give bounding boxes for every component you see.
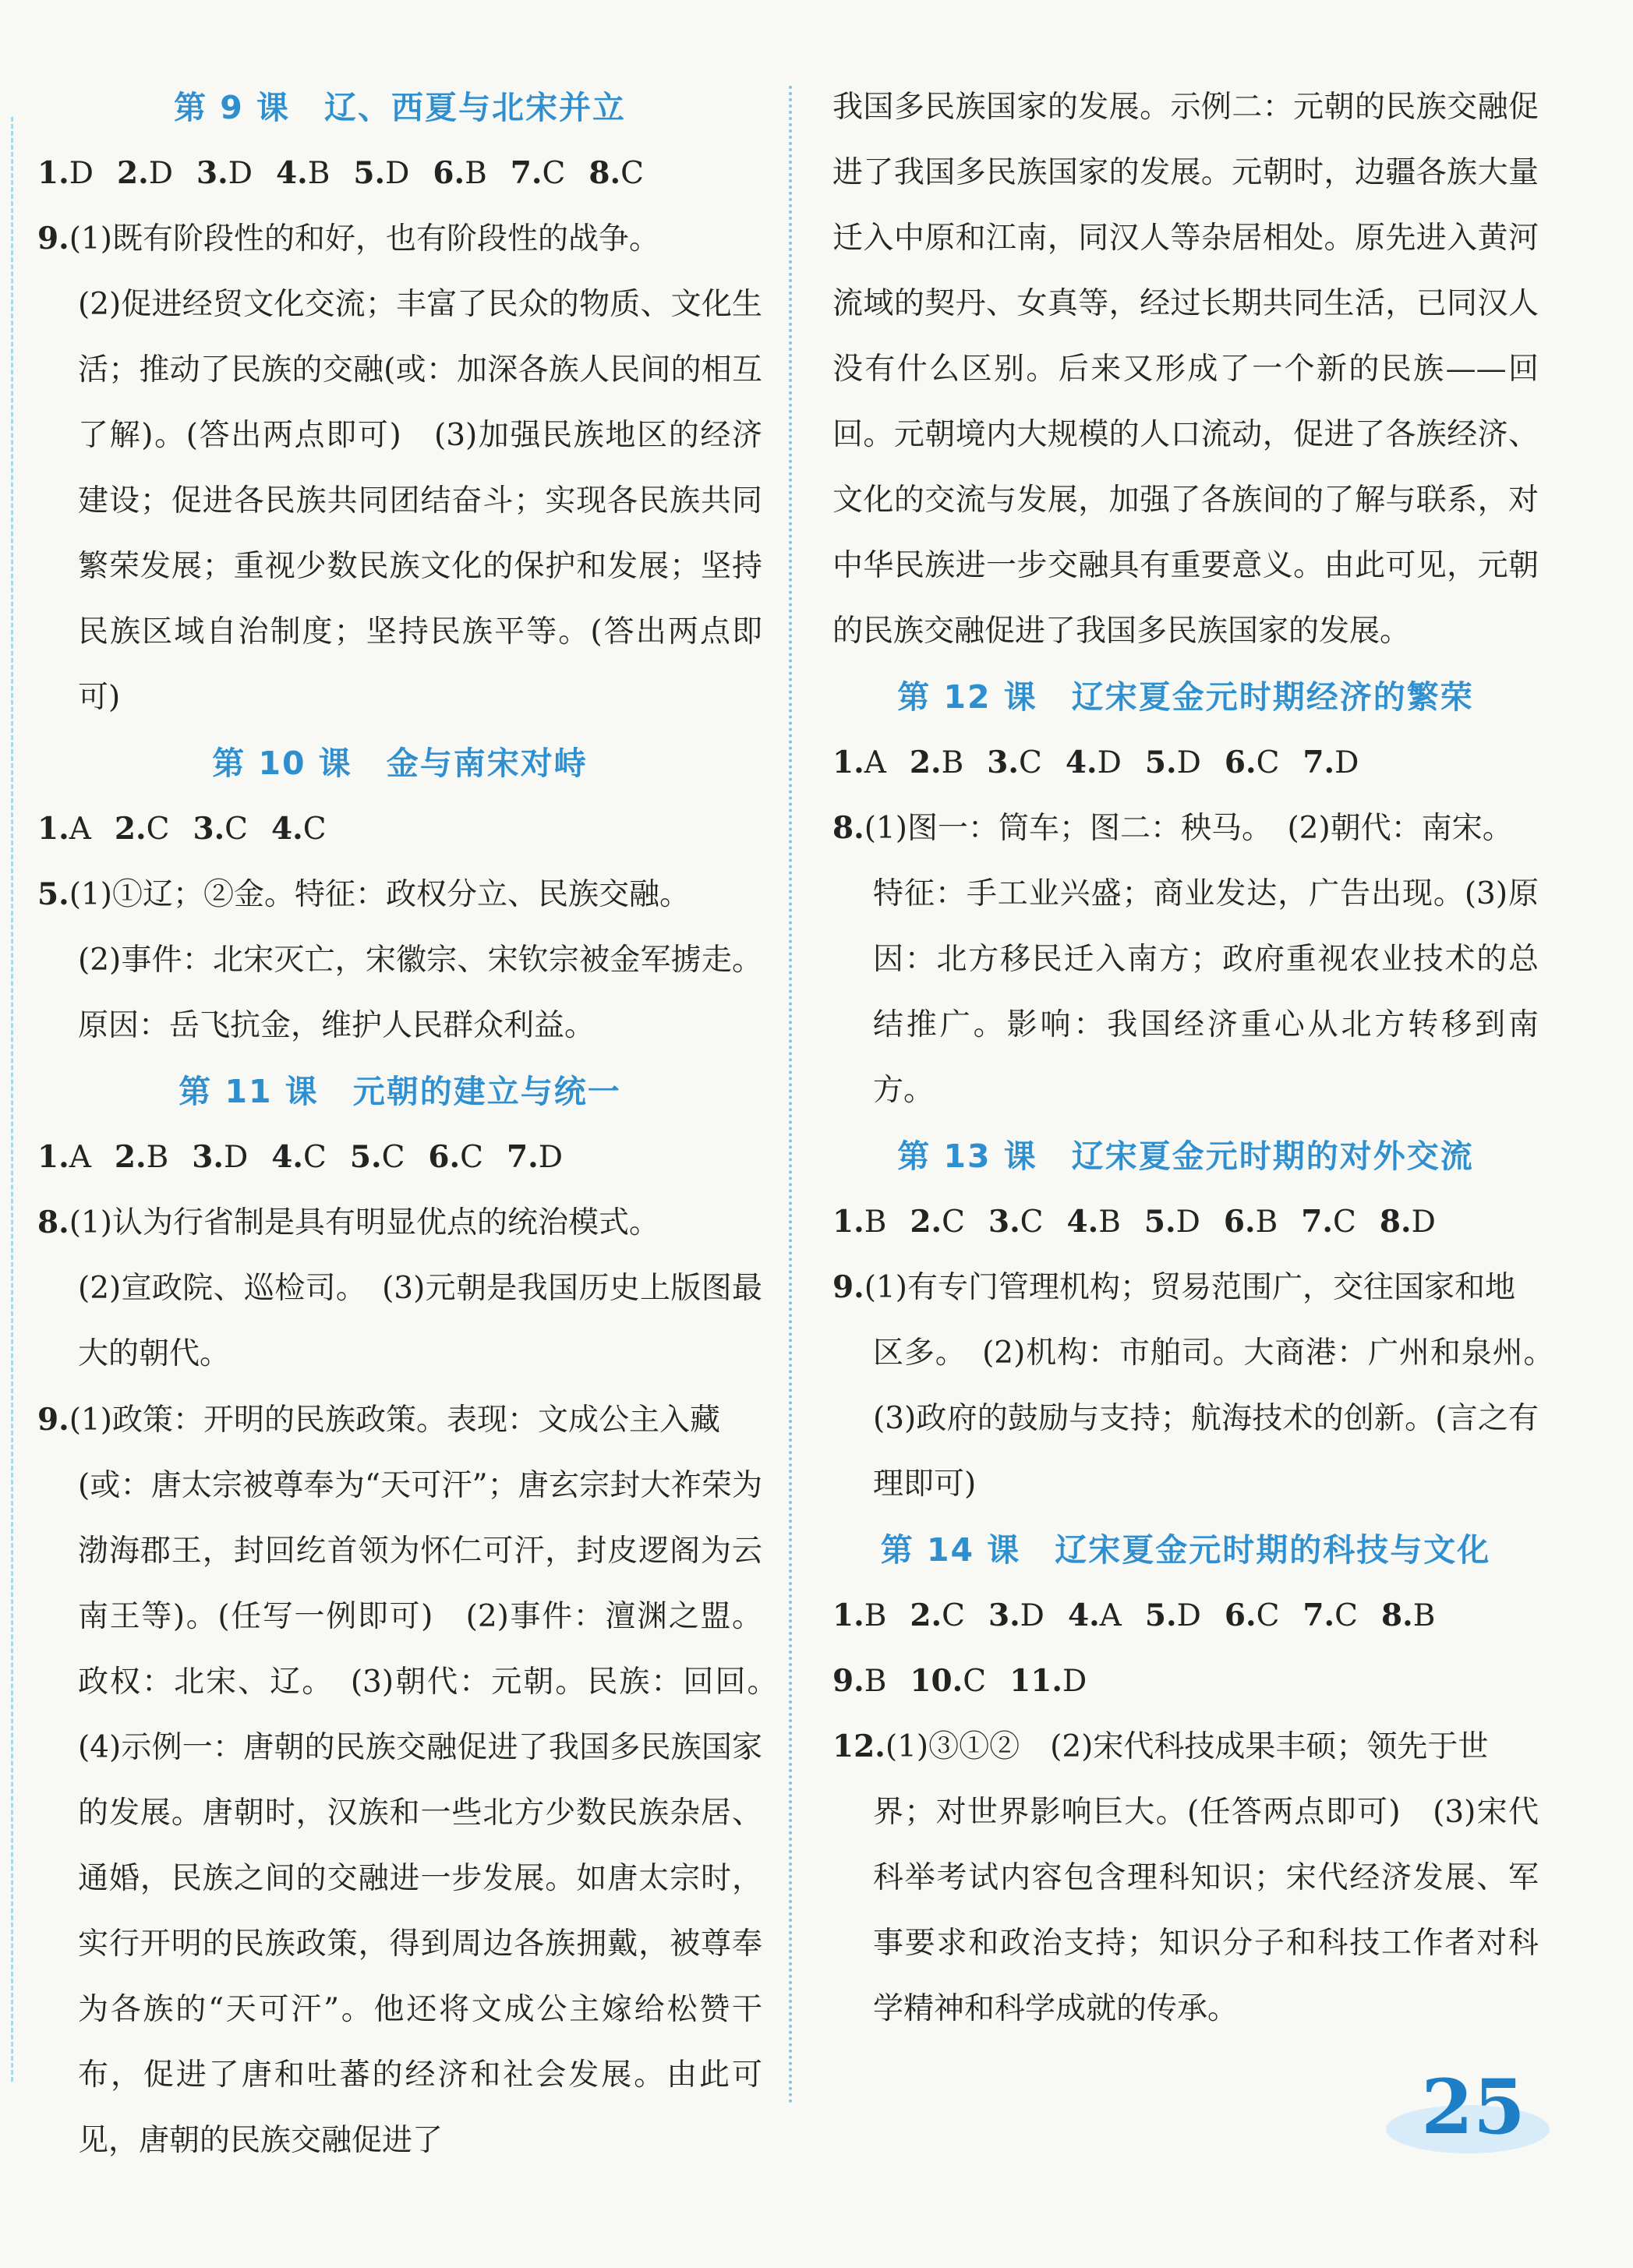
- choice-answer: [193, 796, 248, 862]
- choice-number: 4.: [271, 1139, 303, 1175]
- lesson-9-choice-answers: [37, 140, 762, 206]
- answer-text: (1)③①② (2)宋代科技成果丰硕；领先于世: [885, 1729, 1489, 1764]
- choice-answer: [350, 1124, 405, 1191]
- lesson-11-question-9-continued-right: 我国多民族国家的发展。示例二：元朝的民族交融促进了我国多民族国家的发展。元朝时，边疆各族大量迁入中原和江南，同汉人等杂居相处。原先进入黄河流域的契丹、女真等，经过长期共同生活，已同汉人没有什么区别。后来又形成了一个新的民族——回回。元朝境内大规模的人口流动，促进了各族经济、文化的交流与发展，加强了各族间的了解与联系，对中华民族进一步交融具有重要意义。由此可见，元朝的民族交融促进了我国多民族国家的发展。: [832, 90, 1539, 649]
- choice-answer: [433, 140, 486, 207]
- choice-letter: A: [864, 745, 886, 780]
- choice-letter: C: [460, 1140, 483, 1175]
- choice-letter: C: [1020, 1205, 1044, 1240]
- choice-letter: C: [942, 1205, 965, 1240]
- choice-number: 11.: [1009, 1663, 1062, 1699]
- choice-number: 6.: [1224, 745, 1257, 780]
- choice-number: 6.: [433, 155, 465, 191]
- lesson-10-question-5: [37, 862, 762, 928]
- choice-number: 3.: [988, 1204, 1020, 1240]
- choice-letter: B: [1255, 1205, 1278, 1240]
- choice-answer: [1144, 1189, 1200, 1255]
- choice-number: 8.: [589, 155, 621, 191]
- choice-number: 8.: [1380, 1598, 1413, 1633]
- lesson-11-number: 第 11 课: [178, 1073, 319, 1110]
- answer-text: (1)政策：开明的民族政策。表现：文成公主入藏: [69, 1403, 720, 1438]
- lesson-10-choice-answers: [37, 796, 762, 862]
- choice-answer: [37, 796, 91, 862]
- lesson-11-question-9: [37, 1387, 762, 1453]
- choice-letter: B: [465, 156, 487, 191]
- choice-letter: D: [1175, 1205, 1200, 1240]
- choice-letter: D: [1097, 745, 1122, 780]
- column-divider: [789, 86, 792, 2105]
- choice-number: 1.: [832, 745, 864, 780]
- choice-answer: [507, 1124, 563, 1191]
- choice-letter: B: [307, 156, 330, 191]
- choice-number: 2.: [114, 1139, 147, 1175]
- choice-number: 5.: [1144, 1598, 1177, 1633]
- choice-number: 1.: [832, 1204, 864, 1240]
- lesson-10-question-5-continued: (2)事件：北宋灭亡，宋徽宗、宋钦宗被金军掳走。原因：岳飞抗金，维护人民群众利益。: [78, 943, 762, 1043]
- choice-answer: [428, 1124, 483, 1191]
- choice-letter: C: [381, 1140, 405, 1175]
- lesson-9-number: 第 9 课: [173, 89, 291, 126]
- choice-number: 2.: [909, 745, 942, 780]
- choice-answer: [988, 1583, 1044, 1649]
- lesson-13-number: 第 13 课: [897, 1138, 1037, 1175]
- choice-number: 5.: [349, 1139, 382, 1175]
- choice-answer: [1066, 730, 1122, 796]
- lesson-14-title: 辽宋夏金元时期的科技与文化: [1055, 1531, 1491, 1569]
- lesson-13-choice-answers: [832, 1189, 1539, 1254]
- choice-letter: C: [620, 156, 644, 191]
- answer-text: (1)既有阶段性的和好，也有阶段性的战争。: [69, 221, 659, 257]
- answer-text: (1)图一：筒车；图二：秧马。 (2)朝代：南宋。: [864, 811, 1513, 846]
- choice-number: 7.: [506, 1139, 539, 1175]
- lesson-14-question-12: [832, 1714, 1539, 1780]
- choice-answer: [1380, 1189, 1436, 1255]
- choice-letter: C: [1333, 1205, 1356, 1240]
- choice-answer: [832, 1189, 886, 1255]
- choice-answer: [1224, 1189, 1278, 1255]
- question-number: 8.: [37, 1205, 69, 1240]
- choice-number: 7.: [1301, 1204, 1334, 1240]
- lesson-10-title: 金与南宋对峙: [386, 745, 588, 782]
- lesson-12-question-8-continued: 特征：手工业兴盛；商业发达，广告出现。(3)原因：北方移民迁入南方；政府重视农业技术的总结推广。影响：我国经济重心从北方转移到南方。: [873, 876, 1539, 1108]
- choice-number: 4.: [1066, 1204, 1099, 1240]
- lesson-14-choice-answers: [832, 1583, 1539, 1648]
- lesson-9-question-9: [37, 206, 762, 272]
- choice-letter: B: [1098, 1205, 1121, 1240]
- choice-letter: B: [864, 1598, 887, 1633]
- choice-letter: C: [1256, 1598, 1280, 1633]
- choice-letter: B: [864, 1205, 887, 1240]
- choice-number: 5.: [1143, 1204, 1176, 1240]
- choice-number: 7.: [510, 155, 543, 191]
- choice-letter: C: [1334, 1598, 1358, 1633]
- choice-number: 3.: [193, 811, 225, 847]
- choice-answer: [1145, 730, 1201, 796]
- lesson-12-heading: [832, 664, 1539, 730]
- choice-answer: [1301, 1189, 1356, 1255]
- choice-number: 6.: [1224, 1598, 1257, 1633]
- lesson-13-heading: [832, 1123, 1539, 1189]
- choice-letter: D: [1176, 745, 1201, 780]
- choice-answer: [37, 140, 94, 207]
- choice-answer: [910, 730, 963, 796]
- choice-answer: [1068, 1583, 1122, 1649]
- choice-answer: [1225, 730, 1280, 796]
- choice-letter: D: [1176, 1598, 1201, 1633]
- lesson-13-question-9-continued: 区多。 (2)机构：市舶司。大商港：广州和泉州。 (3)政府的鼓励与支持；航海技术的创新。(言之有理即可): [873, 1336, 1570, 1502]
- question-number: 12.: [832, 1728, 885, 1764]
- question-number: 9.: [37, 1402, 69, 1438]
- choice-answer: [353, 140, 409, 207]
- lesson-12-number: 第 12 课: [897, 678, 1037, 716]
- choice-answer: [910, 1583, 965, 1649]
- choice-letter: B: [146, 1140, 169, 1175]
- lesson-13-question-9: [832, 1254, 1539, 1321]
- choice-number: 6.: [1223, 1204, 1256, 1240]
- choice-letter: C: [542, 156, 566, 191]
- choice-answer: [196, 140, 253, 207]
- choice-answer: [1067, 1189, 1121, 1255]
- choice-answer: [988, 1189, 1044, 1255]
- choice-letter: C: [942, 1598, 965, 1633]
- choice-answer: [1225, 1583, 1280, 1649]
- choice-number: 3.: [196, 155, 228, 191]
- question-number: 9.: [832, 1269, 864, 1305]
- lesson-14-choice-answers-2: [832, 1648, 1539, 1714]
- choice-letter: D: [1411, 1205, 1436, 1240]
- choice-answer: [117, 140, 173, 207]
- choice-number: 8.: [1379, 1204, 1412, 1240]
- choice-number: 3.: [192, 1139, 224, 1175]
- choice-answer: [832, 730, 886, 796]
- choice-number: 2.: [910, 1204, 942, 1240]
- choice-number: 1.: [37, 1139, 69, 1175]
- choice-letter: C: [302, 812, 327, 847]
- lesson-12-question-8: [832, 795, 1539, 862]
- choice-answer: [37, 1124, 91, 1191]
- lesson-9-title: 辽、西夏与北宋并立: [324, 89, 627, 126]
- choice-letter: B: [941, 745, 964, 780]
- choice-letter: A: [1099, 1598, 1122, 1633]
- choice-answer: [115, 1124, 168, 1191]
- choice-answer: [1381, 1583, 1435, 1649]
- answer-text: (1)认为行省制是具有明显优点的统治模式。: [69, 1205, 659, 1240]
- choice-letter: C: [303, 1140, 327, 1175]
- choice-answer: [1145, 1583, 1201, 1649]
- choice-letter: C: [1019, 745, 1042, 780]
- answer-text: (1)有专门管理机构；贸易范围广，交往国家和地: [864, 1270, 1515, 1305]
- page-number: 25: [1421, 2063, 1525, 2151]
- left-column: [37, 75, 794, 2174]
- choice-answer: [1303, 1583, 1358, 1649]
- choice-number: 7.: [1303, 1598, 1335, 1633]
- choice-letter: B: [1412, 1598, 1436, 1633]
- lesson-11-question-8-continued: (2)宣政院、巡检司。 (3)元朝是我国历史上版图最大的朝代。: [78, 1271, 762, 1371]
- choice-number: 2.: [910, 1598, 942, 1633]
- choice-answer: [1303, 730, 1359, 796]
- choice-number: 10.: [910, 1663, 963, 1699]
- choice-answer: [192, 1124, 248, 1191]
- choice-letter: D: [1020, 1598, 1044, 1633]
- choice-answer: [987, 730, 1042, 796]
- choice-answer: [1009, 1648, 1087, 1714]
- choice-letter: C: [146, 812, 170, 847]
- choice-letter: B: [864, 1664, 887, 1699]
- choice-answer: [589, 140, 644, 207]
- lesson-10-number: 第 10 课: [212, 745, 352, 782]
- lesson-9-question-9-continued: (2)促进经贸文化交流；丰富了民众的物质、文化生活；推动了民族的交融(或：加深各族人民间的相互了解)。(答出两点即可) (3)加强民族地区的经济建设；促进各民族共同团结奋斗；实现各民族共同繁荣发展；重视少数民族文化的保护和发展；坚持民族区域自治制度；坚持民族平等。(答出两点即可): [78, 287, 762, 715]
- choice-letter: C: [1256, 745, 1280, 780]
- choice-number: 5.: [353, 155, 386, 191]
- choice-number: 1.: [37, 811, 69, 847]
- right-column: [832, 75, 1570, 2042]
- choice-answer: [511, 140, 566, 207]
- lesson-11-choice-answers: [37, 1124, 762, 1190]
- choice-letter: C: [224, 812, 249, 847]
- choice-number: 3.: [987, 745, 1019, 780]
- choice-number: 2.: [117, 155, 149, 191]
- choice-number: 4.: [1065, 745, 1098, 780]
- choice-answer: [910, 1648, 986, 1714]
- lesson-13-title: 辽宋夏金元时期的对外交流: [1071, 1138, 1474, 1175]
- lesson-14-question-12-continued: 界；对世界影响巨大。(任答两点即可) (3)宋代科举考试内容包含理科知识；宋代经济发展、军事要求和政治支持；知识分子和科技工作者对科学精神和科学成就的传承。: [873, 1795, 1539, 2026]
- choice-answer: [271, 796, 327, 862]
- choice-answer: [271, 1124, 327, 1191]
- left-margin-dashes: [11, 117, 13, 2082]
- choice-number: 1.: [37, 155, 69, 191]
- lesson-11-question-8: [37, 1190, 762, 1256]
- question-number: 5.: [37, 876, 69, 912]
- choice-answer: [276, 140, 330, 207]
- lesson-11-title: 元朝的建立与统一: [352, 1073, 621, 1110]
- answer-text: (1)①辽；②金。特征：政权分立、民族交融。: [69, 877, 690, 912]
- lesson-11-question-9-continued: (或：唐太宗被尊奉为“天可汗”；唐玄宗封大祚荣为渤海郡王，封回纥首领为怀仁可汗，封皮逻阁为云南王等)。(任写一例即可) (2)事件：澶渊之盟。政权：北宋、辽。 (3)朝代：元朝。民族：回回。 (4)示例一：唐朝的民族交融促进了我国多民族国家的发展。唐朝时，汉族和一些北方少数民族杂居、通婚，民族之间的交融进一步发展。如唐太宗时，实行开明的民族政策，得到周边各族拥戴，被尊奉为各族的“天可汗”。他还将文成公主嫁给松赞干布，促进了唐和吐蕃的经济和社会发展。由此可见，唐朝的民族交融促进了: [78, 1468, 794, 2158]
- choice-letter: D: [228, 156, 253, 191]
- choice-letter: D: [385, 156, 410, 191]
- lesson-10-heading: [37, 731, 762, 796]
- lesson-11-heading: [37, 1059, 762, 1124]
- choice-answer: [832, 1583, 886, 1649]
- choice-number: 2.: [114, 811, 147, 847]
- choice-letter: A: [69, 1140, 91, 1175]
- lesson-12-choice-answers: [832, 730, 1539, 795]
- lesson-14-heading: [832, 1517, 1539, 1583]
- choice-letter: D: [1062, 1664, 1087, 1699]
- choice-number: 4.: [276, 155, 308, 191]
- choice-number: 1.: [832, 1598, 864, 1633]
- choice-letter: D: [1334, 745, 1359, 780]
- choice-number: 3.: [988, 1598, 1020, 1633]
- choice-number: 5.: [1144, 745, 1177, 780]
- choice-letter: D: [538, 1140, 563, 1175]
- choice-number: 7.: [1303, 745, 1335, 780]
- choice-number: 4.: [1067, 1598, 1100, 1633]
- choice-answer: [832, 1648, 886, 1714]
- choice-letter: A: [69, 812, 91, 847]
- choice-number: 4.: [271, 811, 303, 847]
- question-number: 9.: [37, 221, 69, 257]
- choice-letter: D: [224, 1140, 249, 1175]
- choice-answer: [910, 1189, 965, 1255]
- choice-letter: D: [69, 156, 94, 191]
- lesson-14-number: 第 14 课: [880, 1531, 1021, 1569]
- choice-number: 6.: [428, 1139, 461, 1175]
- choice-number: 9.: [832, 1663, 864, 1699]
- choice-answer: [115, 796, 170, 862]
- lesson-9-heading: [37, 75, 762, 140]
- choice-letter: C: [963, 1664, 987, 1699]
- question-number: 8.: [832, 810, 864, 846]
- choice-letter: D: [148, 156, 173, 191]
- lesson-12-title: 辽宋夏金元时期经济的繁荣: [1071, 678, 1474, 716]
